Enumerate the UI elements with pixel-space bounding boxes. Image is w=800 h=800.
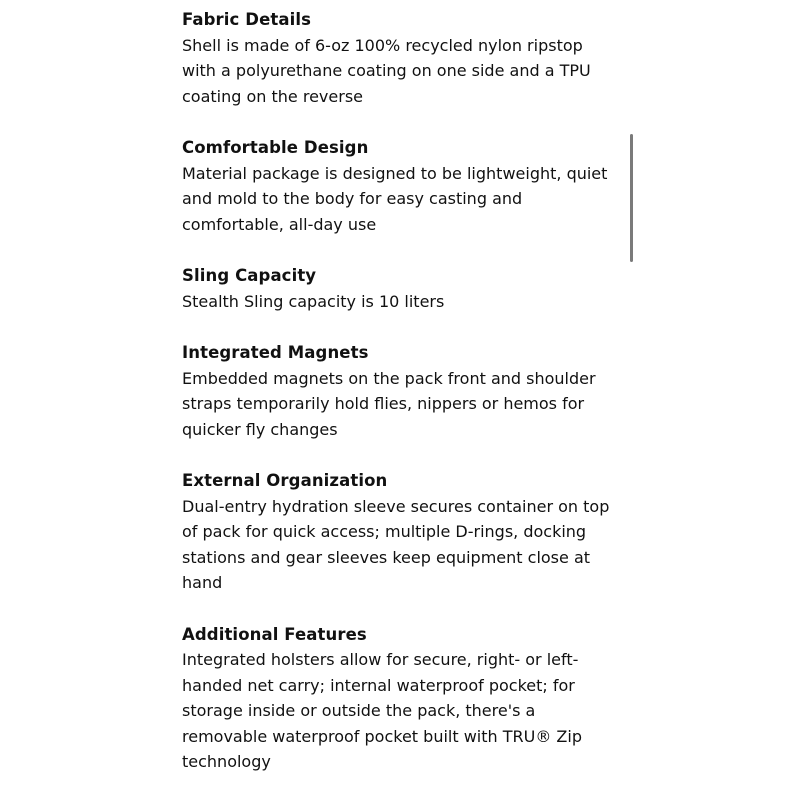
feature-additional-features <box>182 622 612 775</box>
feature-external-organization <box>182 468 612 596</box>
feature-description: Stealth Sling capacity is 10 liters <box>182 291 445 311</box>
feature-title: Additional Features <box>182 624 367 644</box>
feature-comfortable-design <box>182 135 612 237</box>
feature-description: Material package is designed to be lightweight, quiet and mold to the body for easy casting and comfortable, all-day use <box>182 163 608 234</box>
feature-list <box>182 7 612 800</box>
feature-integrated-magnets <box>182 340 612 442</box>
feature-title: Sling Capacity <box>182 266 317 285</box>
feature-title: Fabric Details <box>182 10 312 29</box>
feature-description: Shell is made of 6-oz 100% recycled nylon ripstop with a polyurethane coating on one side and a TPU coating on the reverse <box>182 35 591 106</box>
feature-title: Integrated Magnets <box>182 343 369 362</box>
feature-description: Dual-entry hydration sleeve secures container on top of pack for quick access; multiple D-rings, docking stations and gear sleeves keep equipment close at hand <box>182 496 610 592</box>
feature-description: Integrated holsters allow for secure, right- or left-handed net carry; internal waterproof pocket; for storage inside or outside the pack, there's a removable waterproof pocket built with TRU® Zip technology <box>182 650 582 771</box>
feature-fabric-details <box>182 7 612 109</box>
vertical-scrollbar[interactable] <box>629 134 635 264</box>
feature-sling-capacity <box>182 263 612 314</box>
feature-title: Comfortable Design <box>182 138 369 157</box>
scrollbar-thumb[interactable] <box>630 134 633 262</box>
feature-title: External Organization <box>182 471 388 490</box>
feature-description: Embedded magnets on the pack front and shoulder straps temporarily hold flies, nippers or hemos for quicker fly changes <box>182 368 596 439</box>
